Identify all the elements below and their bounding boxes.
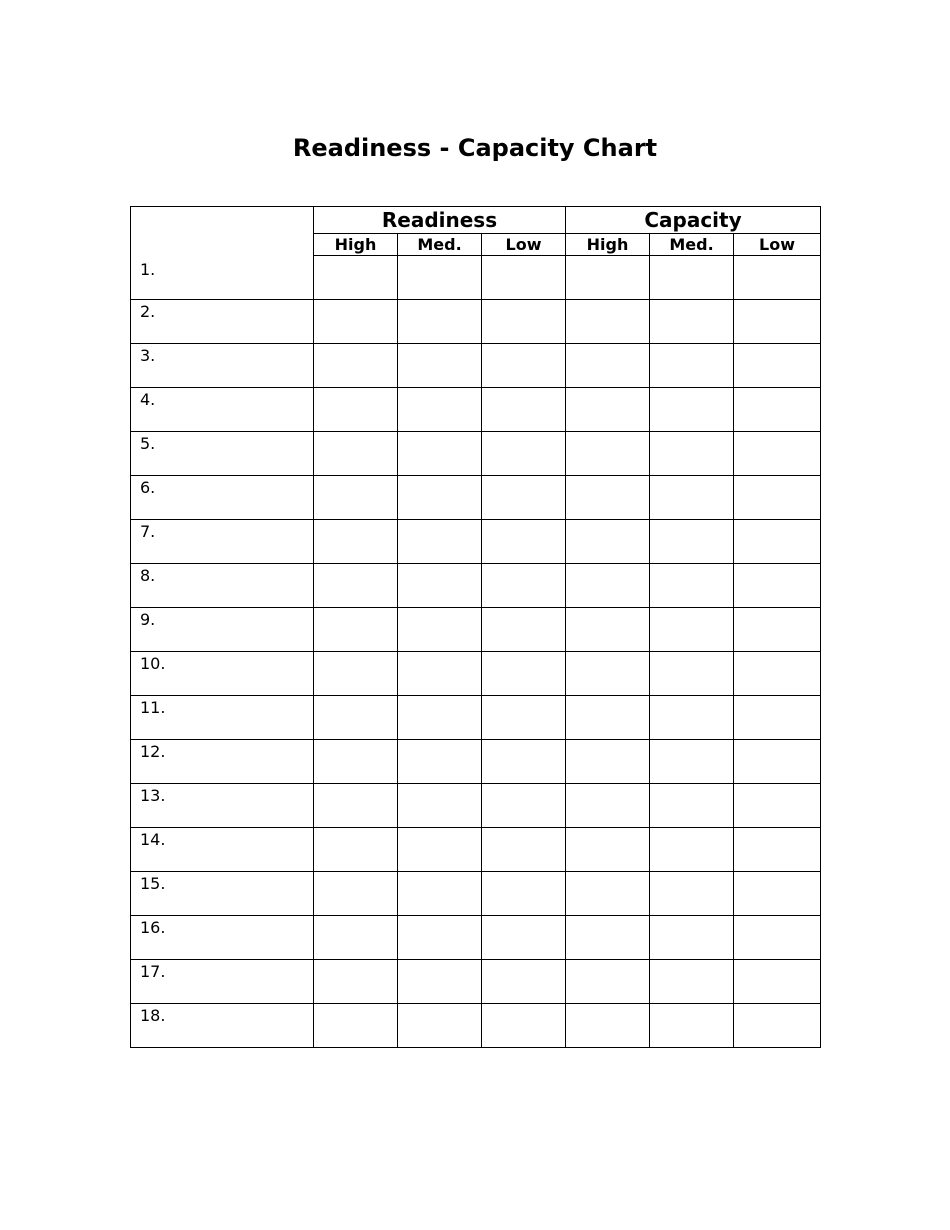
capacity-med-cell[interactable] xyxy=(650,740,734,784)
capacity-low-cell[interactable] xyxy=(734,256,821,300)
table-row xyxy=(131,388,821,432)
readiness-med-cell[interactable] xyxy=(398,872,482,916)
capacity-low-header: Low xyxy=(734,234,821,256)
capacity-high-cell[interactable] xyxy=(566,1004,650,1048)
readiness-med-cell[interactable] xyxy=(398,696,482,740)
row-label-2: 2. xyxy=(131,300,314,344)
readiness-med-cell[interactable] xyxy=(398,300,482,344)
table-row xyxy=(131,564,821,608)
capacity-med-cell[interactable] xyxy=(650,784,734,828)
readiness-high-cell[interactable] xyxy=(314,300,398,344)
capacity-low-cell[interactable] xyxy=(734,784,821,828)
group-header-readiness: Readiness xyxy=(314,207,566,234)
group-header-capacity: Capacity xyxy=(566,207,821,234)
readiness-med-cell[interactable] xyxy=(398,740,482,784)
readiness-low-cell[interactable] xyxy=(482,1004,566,1048)
capacity-low-cell[interactable] xyxy=(734,608,821,652)
capacity-low-cell[interactable] xyxy=(734,476,821,520)
table-row xyxy=(131,916,821,960)
capacity-high-cell[interactable] xyxy=(566,432,650,476)
readiness-med-cell[interactable] xyxy=(398,608,482,652)
readiness-high-cell[interactable] xyxy=(314,828,398,872)
readiness-high-cell[interactable] xyxy=(314,344,398,388)
row-label-1: 1. xyxy=(131,207,314,300)
capacity-low-cell[interactable] xyxy=(734,344,821,388)
readiness-med-cell[interactable] xyxy=(398,344,482,388)
capacity-low-cell[interactable] xyxy=(734,872,821,916)
readiness-high-cell[interactable] xyxy=(314,652,398,696)
row-label-15: 15. xyxy=(131,872,314,916)
readiness-high-header: High xyxy=(314,234,398,256)
readiness-low-cell[interactable] xyxy=(482,960,566,1004)
readiness-low-cell[interactable] xyxy=(482,344,566,388)
row-label-9: 9. xyxy=(131,608,314,652)
readiness-high-cell[interactable] xyxy=(314,608,398,652)
readiness-high-cell[interactable] xyxy=(314,432,398,476)
readiness-low-header: Low xyxy=(482,234,566,256)
table-row xyxy=(131,432,821,476)
table-row xyxy=(131,608,821,652)
capacity-med-cell[interactable] xyxy=(650,388,734,432)
table-row xyxy=(131,960,821,1004)
table-row xyxy=(131,344,821,388)
capacity-high-cell[interactable] xyxy=(566,784,650,828)
capacity-low-cell[interactable] xyxy=(734,828,821,872)
capacity-high-cell[interactable] xyxy=(566,520,650,564)
table-row xyxy=(131,696,821,740)
table-row xyxy=(131,740,821,784)
capacity-high-cell[interactable] xyxy=(566,300,650,344)
table-row xyxy=(131,300,821,344)
readiness-low-cell[interactable] xyxy=(482,828,566,872)
capacity-med-cell[interactable] xyxy=(650,344,734,388)
row-label-8: 8. xyxy=(131,564,314,608)
row-label-18: 18. xyxy=(131,1004,314,1048)
row-label-13: 13. xyxy=(131,784,314,828)
readiness-med-cell[interactable] xyxy=(398,432,482,476)
readiness-high-cell[interactable] xyxy=(314,564,398,608)
capacity-low-cell[interactable] xyxy=(734,432,821,476)
readiness-low-cell[interactable] xyxy=(482,652,566,696)
capacity-med-cell[interactable] xyxy=(650,432,734,476)
capacity-high-cell[interactable] xyxy=(566,960,650,1004)
readiness-low-cell[interactable] xyxy=(482,784,566,828)
capacity-low-cell[interactable] xyxy=(734,300,821,344)
capacity-low-cell[interactable] xyxy=(734,960,821,1004)
capacity-low-cell[interactable] xyxy=(734,1004,821,1048)
capacity-high-cell[interactable] xyxy=(566,696,650,740)
table-row xyxy=(131,828,821,872)
table-row xyxy=(131,520,821,564)
readiness-med-cell[interactable] xyxy=(398,256,482,300)
readiness-med-cell[interactable] xyxy=(398,828,482,872)
capacity-low-cell[interactable] xyxy=(734,564,821,608)
capacity-high-cell[interactable] xyxy=(566,564,650,608)
capacity-low-cell[interactable] xyxy=(734,652,821,696)
capacity-med-cell[interactable] xyxy=(650,916,734,960)
capacity-med-cell[interactable] xyxy=(650,652,734,696)
readiness-med-cell[interactable] xyxy=(398,1004,482,1048)
row-label-11: 11. xyxy=(131,696,314,740)
capacity-high-cell[interactable] xyxy=(566,872,650,916)
capacity-high-cell[interactable] xyxy=(566,344,650,388)
capacity-low-cell[interactable] xyxy=(734,388,821,432)
capacity-med-cell[interactable] xyxy=(650,608,734,652)
capacity-low-cell[interactable] xyxy=(734,916,821,960)
readiness-low-cell[interactable] xyxy=(482,300,566,344)
capacity-high-cell[interactable] xyxy=(566,256,650,300)
readiness-high-cell[interactable] xyxy=(314,740,398,784)
readiness-med-cell[interactable] xyxy=(398,784,482,828)
readiness-low-cell[interactable] xyxy=(482,872,566,916)
row-label-6: 6. xyxy=(131,476,314,520)
readiness-low-cell[interactable] xyxy=(482,388,566,432)
readiness-high-cell[interactable] xyxy=(314,388,398,432)
readiness-low-cell[interactable] xyxy=(482,432,566,476)
readiness-high-cell[interactable] xyxy=(314,520,398,564)
capacity-med-cell[interactable] xyxy=(650,960,734,1004)
capacity-med-cell[interactable] xyxy=(650,476,734,520)
readiness-capacity-table xyxy=(130,206,821,1048)
capacity-med-cell[interactable] xyxy=(650,520,734,564)
capacity-med-cell[interactable] xyxy=(650,872,734,916)
row-label-3: 3. xyxy=(131,344,314,388)
capacity-med-cell[interactable] xyxy=(650,696,734,740)
readiness-med-cell[interactable] xyxy=(398,652,482,696)
table-row xyxy=(131,784,821,828)
table-row xyxy=(131,872,821,916)
row-label-12: 12. xyxy=(131,740,314,784)
readiness-low-cell[interactable] xyxy=(482,608,566,652)
capacity-high-cell[interactable] xyxy=(566,388,650,432)
readiness-med-header: Med. xyxy=(398,234,482,256)
table-row xyxy=(131,652,821,696)
readiness-high-cell[interactable] xyxy=(314,872,398,916)
capacity-med-cell[interactable] xyxy=(650,300,734,344)
readiness-med-cell[interactable] xyxy=(398,960,482,1004)
capacity-high-cell[interactable] xyxy=(566,828,650,872)
capacity-med-cell[interactable] xyxy=(650,828,734,872)
readiness-med-cell[interactable] xyxy=(398,564,482,608)
capacity-med-cell[interactable] xyxy=(650,1004,734,1048)
row-label-16: 16. xyxy=(131,916,314,960)
row-label-17: 17. xyxy=(131,960,314,1004)
readiness-low-cell[interactable] xyxy=(482,740,566,784)
row-label-10: 10. xyxy=(131,652,314,696)
readiness-low-cell[interactable] xyxy=(482,256,566,300)
row-label-7: 7. xyxy=(131,520,314,564)
readiness-low-cell[interactable] xyxy=(482,476,566,520)
readiness-med-cell[interactable] xyxy=(398,388,482,432)
group-header-row xyxy=(131,207,821,234)
readiness-med-cell[interactable] xyxy=(398,476,482,520)
capacity-high-cell[interactable] xyxy=(566,476,650,520)
row-label-14: 14. xyxy=(131,828,314,872)
readiness-med-cell[interactable] xyxy=(398,916,482,960)
readiness-high-cell[interactable] xyxy=(314,1004,398,1048)
capacity-med-cell[interactable] xyxy=(650,256,734,300)
readiness-high-cell[interactable] xyxy=(314,916,398,960)
readiness-high-cell[interactable] xyxy=(314,784,398,828)
capacity-high-cell[interactable] xyxy=(566,608,650,652)
capacity-med-cell[interactable] xyxy=(650,564,734,608)
capacity-high-header: High xyxy=(566,234,650,256)
readiness-high-cell[interactable] xyxy=(314,960,398,1004)
row-label-5: 5. xyxy=(131,432,314,476)
table-row xyxy=(131,1004,821,1048)
capacity-high-cell[interactable] xyxy=(566,652,650,696)
table-row xyxy=(131,476,821,520)
row-label-4: 4. xyxy=(131,388,314,432)
readiness-high-cell[interactable] xyxy=(314,696,398,740)
capacity-high-cell[interactable] xyxy=(566,740,650,784)
capacity-low-cell[interactable] xyxy=(734,740,821,784)
readiness-low-cell[interactable] xyxy=(482,564,566,608)
readiness-low-cell[interactable] xyxy=(482,696,566,740)
readiness-med-cell[interactable] xyxy=(398,520,482,564)
readiness-low-cell[interactable] xyxy=(482,916,566,960)
readiness-high-cell[interactable] xyxy=(314,256,398,300)
readiness-low-cell[interactable] xyxy=(482,520,566,564)
capacity-low-cell[interactable] xyxy=(734,696,821,740)
capacity-med-header: Med. xyxy=(650,234,734,256)
readiness-high-cell[interactable] xyxy=(314,476,398,520)
capacity-high-cell[interactable] xyxy=(566,916,650,960)
capacity-low-cell[interactable] xyxy=(734,520,821,564)
page-title: Readiness - Capacity Chart xyxy=(292,134,658,162)
